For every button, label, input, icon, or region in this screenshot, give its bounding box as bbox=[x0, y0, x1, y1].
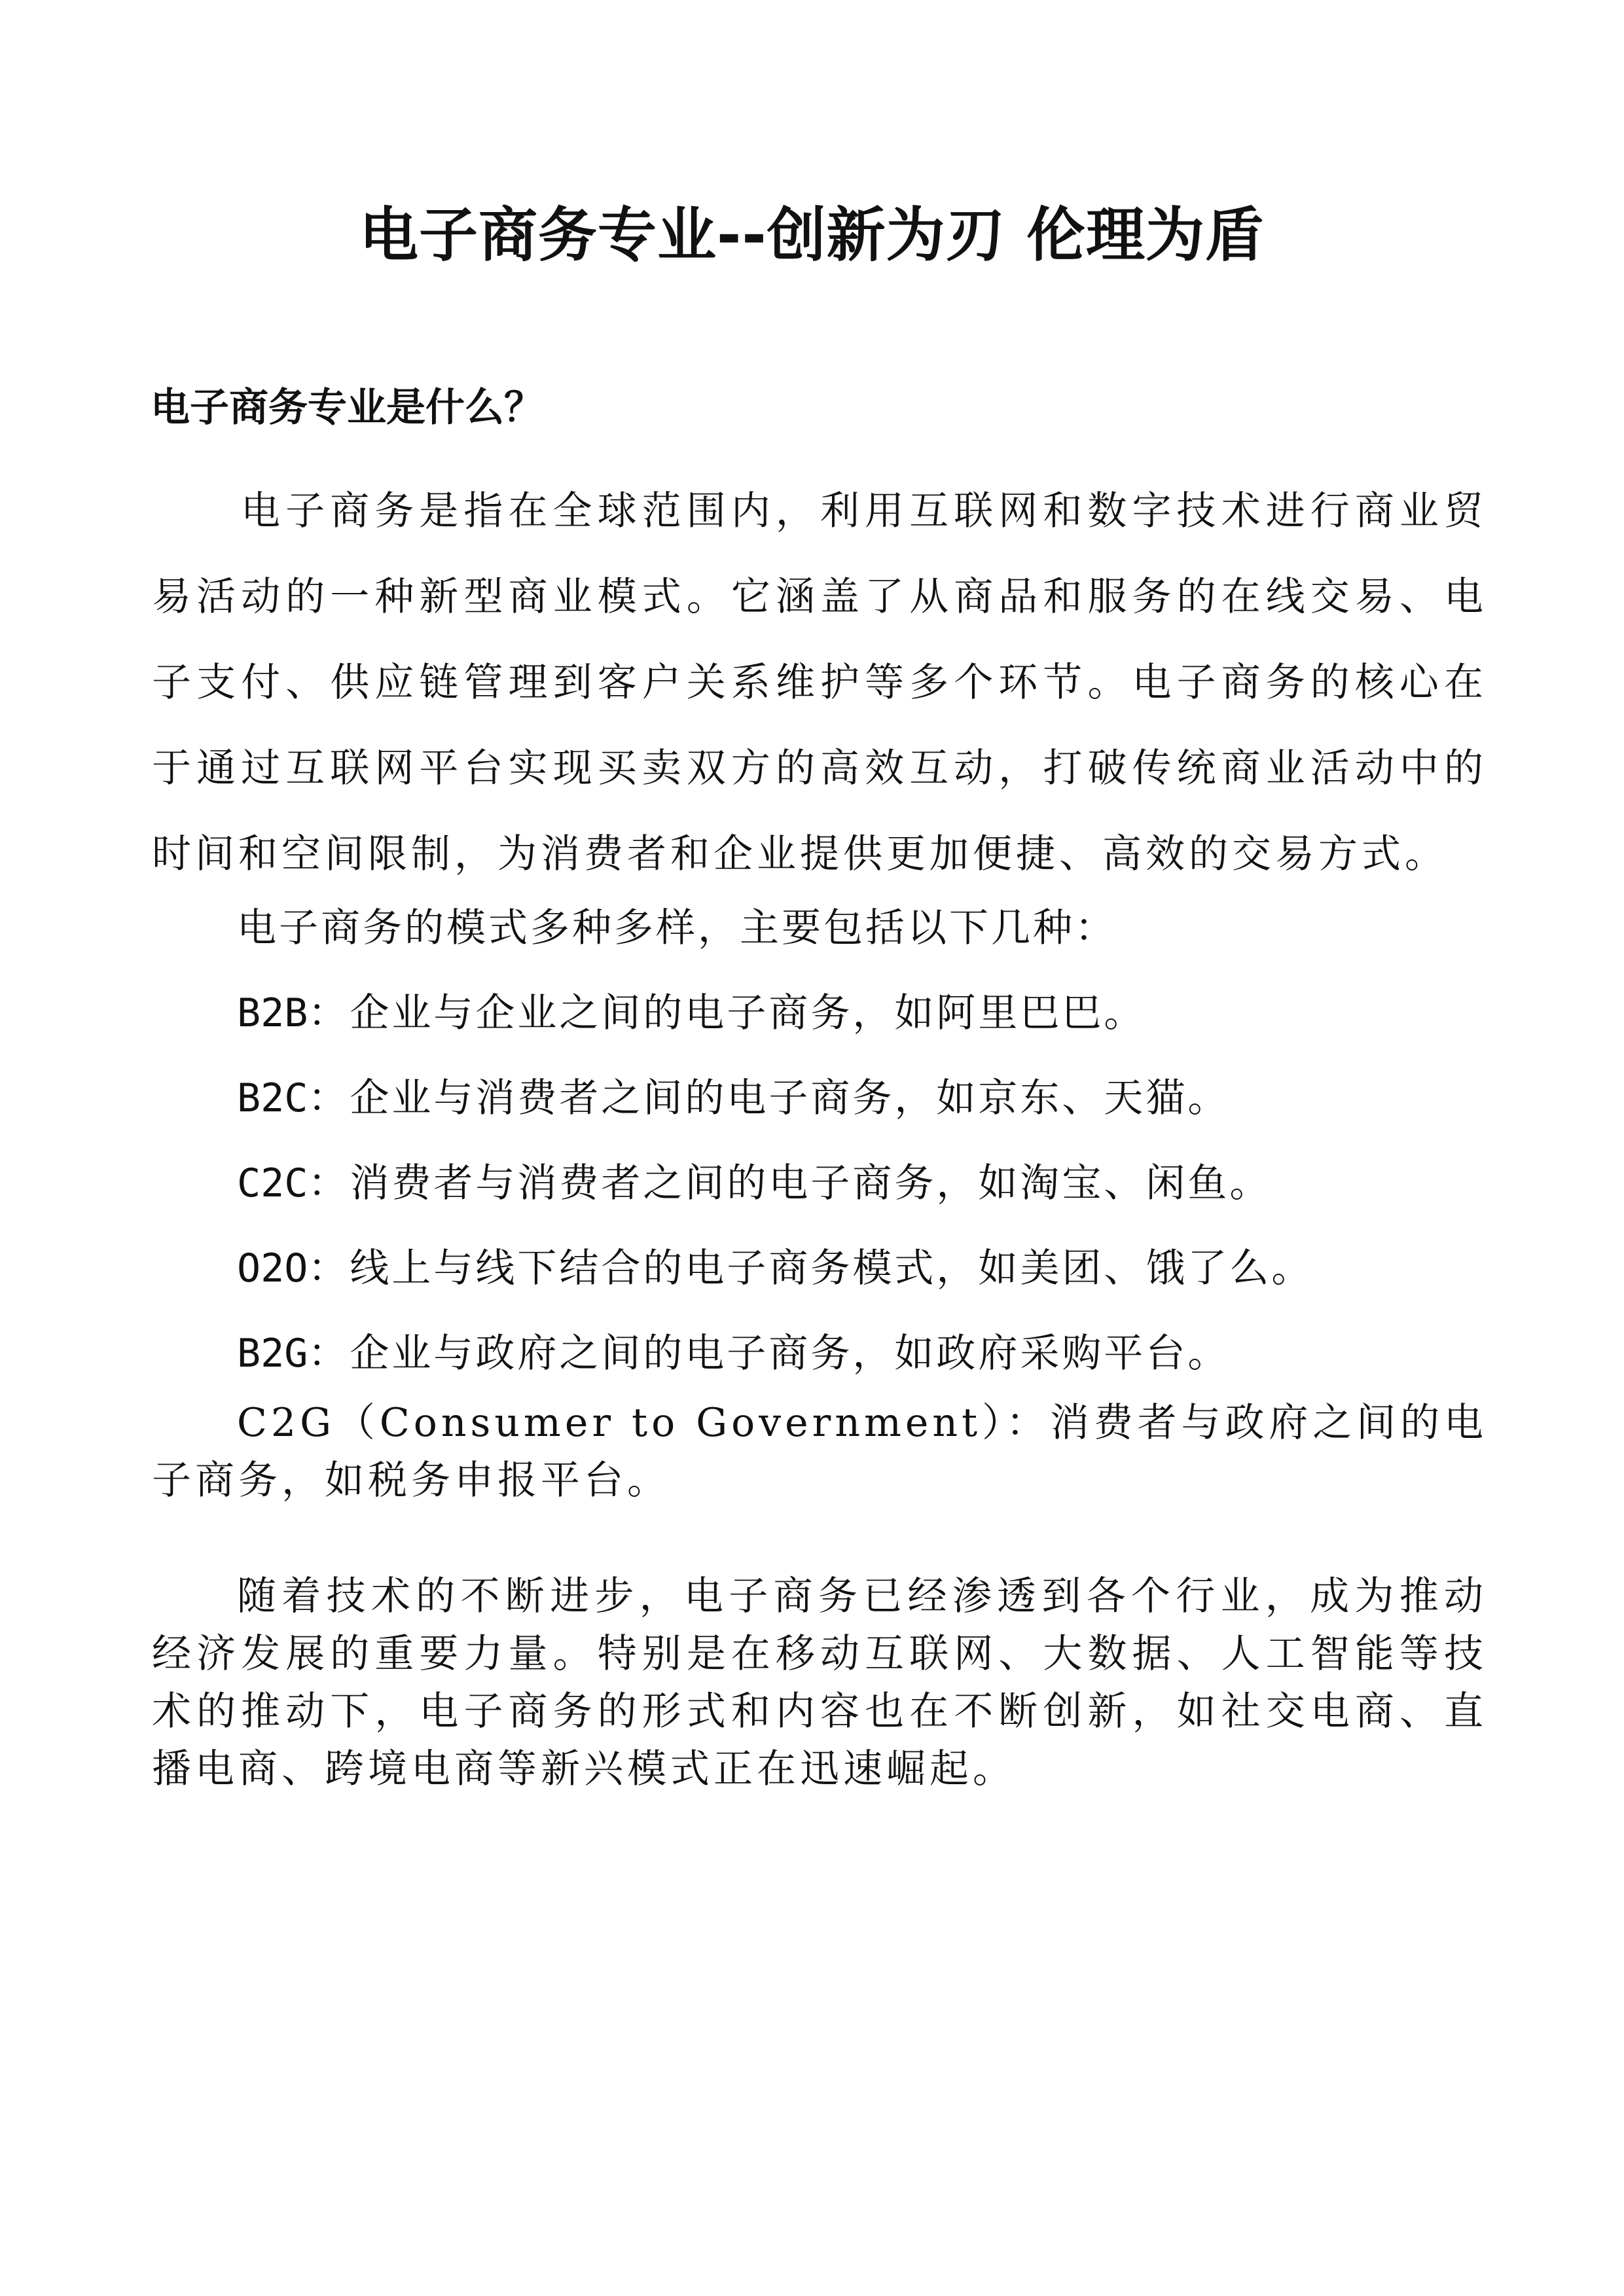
list-item bbox=[237, 1242, 1313, 1295]
model-description: ：企业与企业之间的电子商务，如阿里巴巴。 bbox=[308, 990, 1146, 1036]
list-item bbox=[237, 1327, 1229, 1380]
c2g-paragraph: C2G（Consumer to Government）：消费者与政府之间的电子商务，如税务申报平台。 bbox=[152, 1400, 1487, 1503]
model-description: ：消费者与消费者之间的电子商务，如淘宝、闲鱼。 bbox=[308, 1160, 1272, 1206]
models-intro: 电子商务的模式多种多样，主要包括以下几种： bbox=[237, 905, 1117, 951]
model-description: ：企业与政府之间的电子商务，如政府采购平台。 bbox=[308, 1331, 1230, 1376]
page-title: 电子商务专业--创新为刃 伦理为盾 bbox=[359, 201, 1265, 270]
list-item bbox=[237, 1072, 1229, 1124]
model-description: ：企业与消费者之间的电子商务，如京东、天猫。 bbox=[308, 1075, 1230, 1121]
intro-paragraph: 电子商务是指在全球范围内，利用互联网和数字技术进行商业贸易活动的一种新型商业模式。它涵盖了从商品和服务的在线交易、电子支付、供应链管理到客户关系维护等多个环节。电子商务的核心在于通过互联网平台实现买卖双方的高效互动，打破传统商业活动中的时间和空间限制，为消费者和企业提供更加便捷、高效的交易方式。 bbox=[152, 488, 1487, 877]
model-description: ：线上与线下结合的电子商务模式，如美团、饿了么。 bbox=[308, 1246, 1314, 1291]
model-code: O2O bbox=[237, 1246, 308, 1291]
section-heading: 电子商务专业是什么？ bbox=[151, 385, 543, 431]
list-item bbox=[237, 987, 1146, 1039]
model-code: B2C bbox=[237, 1075, 308, 1121]
model-code: C2C bbox=[237, 1160, 308, 1206]
closing-paragraph: 随着技术的不断进步，电子商务已经渗透到各个行业，成为推动经济发展的重要力量。特别是在移动互联网、大数据、人工智能等技术的推动下，电子商务的形式和内容也在不断创新，如社交电商、直播电商、跨境电商等新兴模式正在迅速崛起。 bbox=[152, 1573, 1487, 1792]
list-item bbox=[237, 1157, 1271, 1210]
model-code: B2G bbox=[237, 1331, 308, 1376]
model-code: B2B bbox=[237, 990, 308, 1036]
